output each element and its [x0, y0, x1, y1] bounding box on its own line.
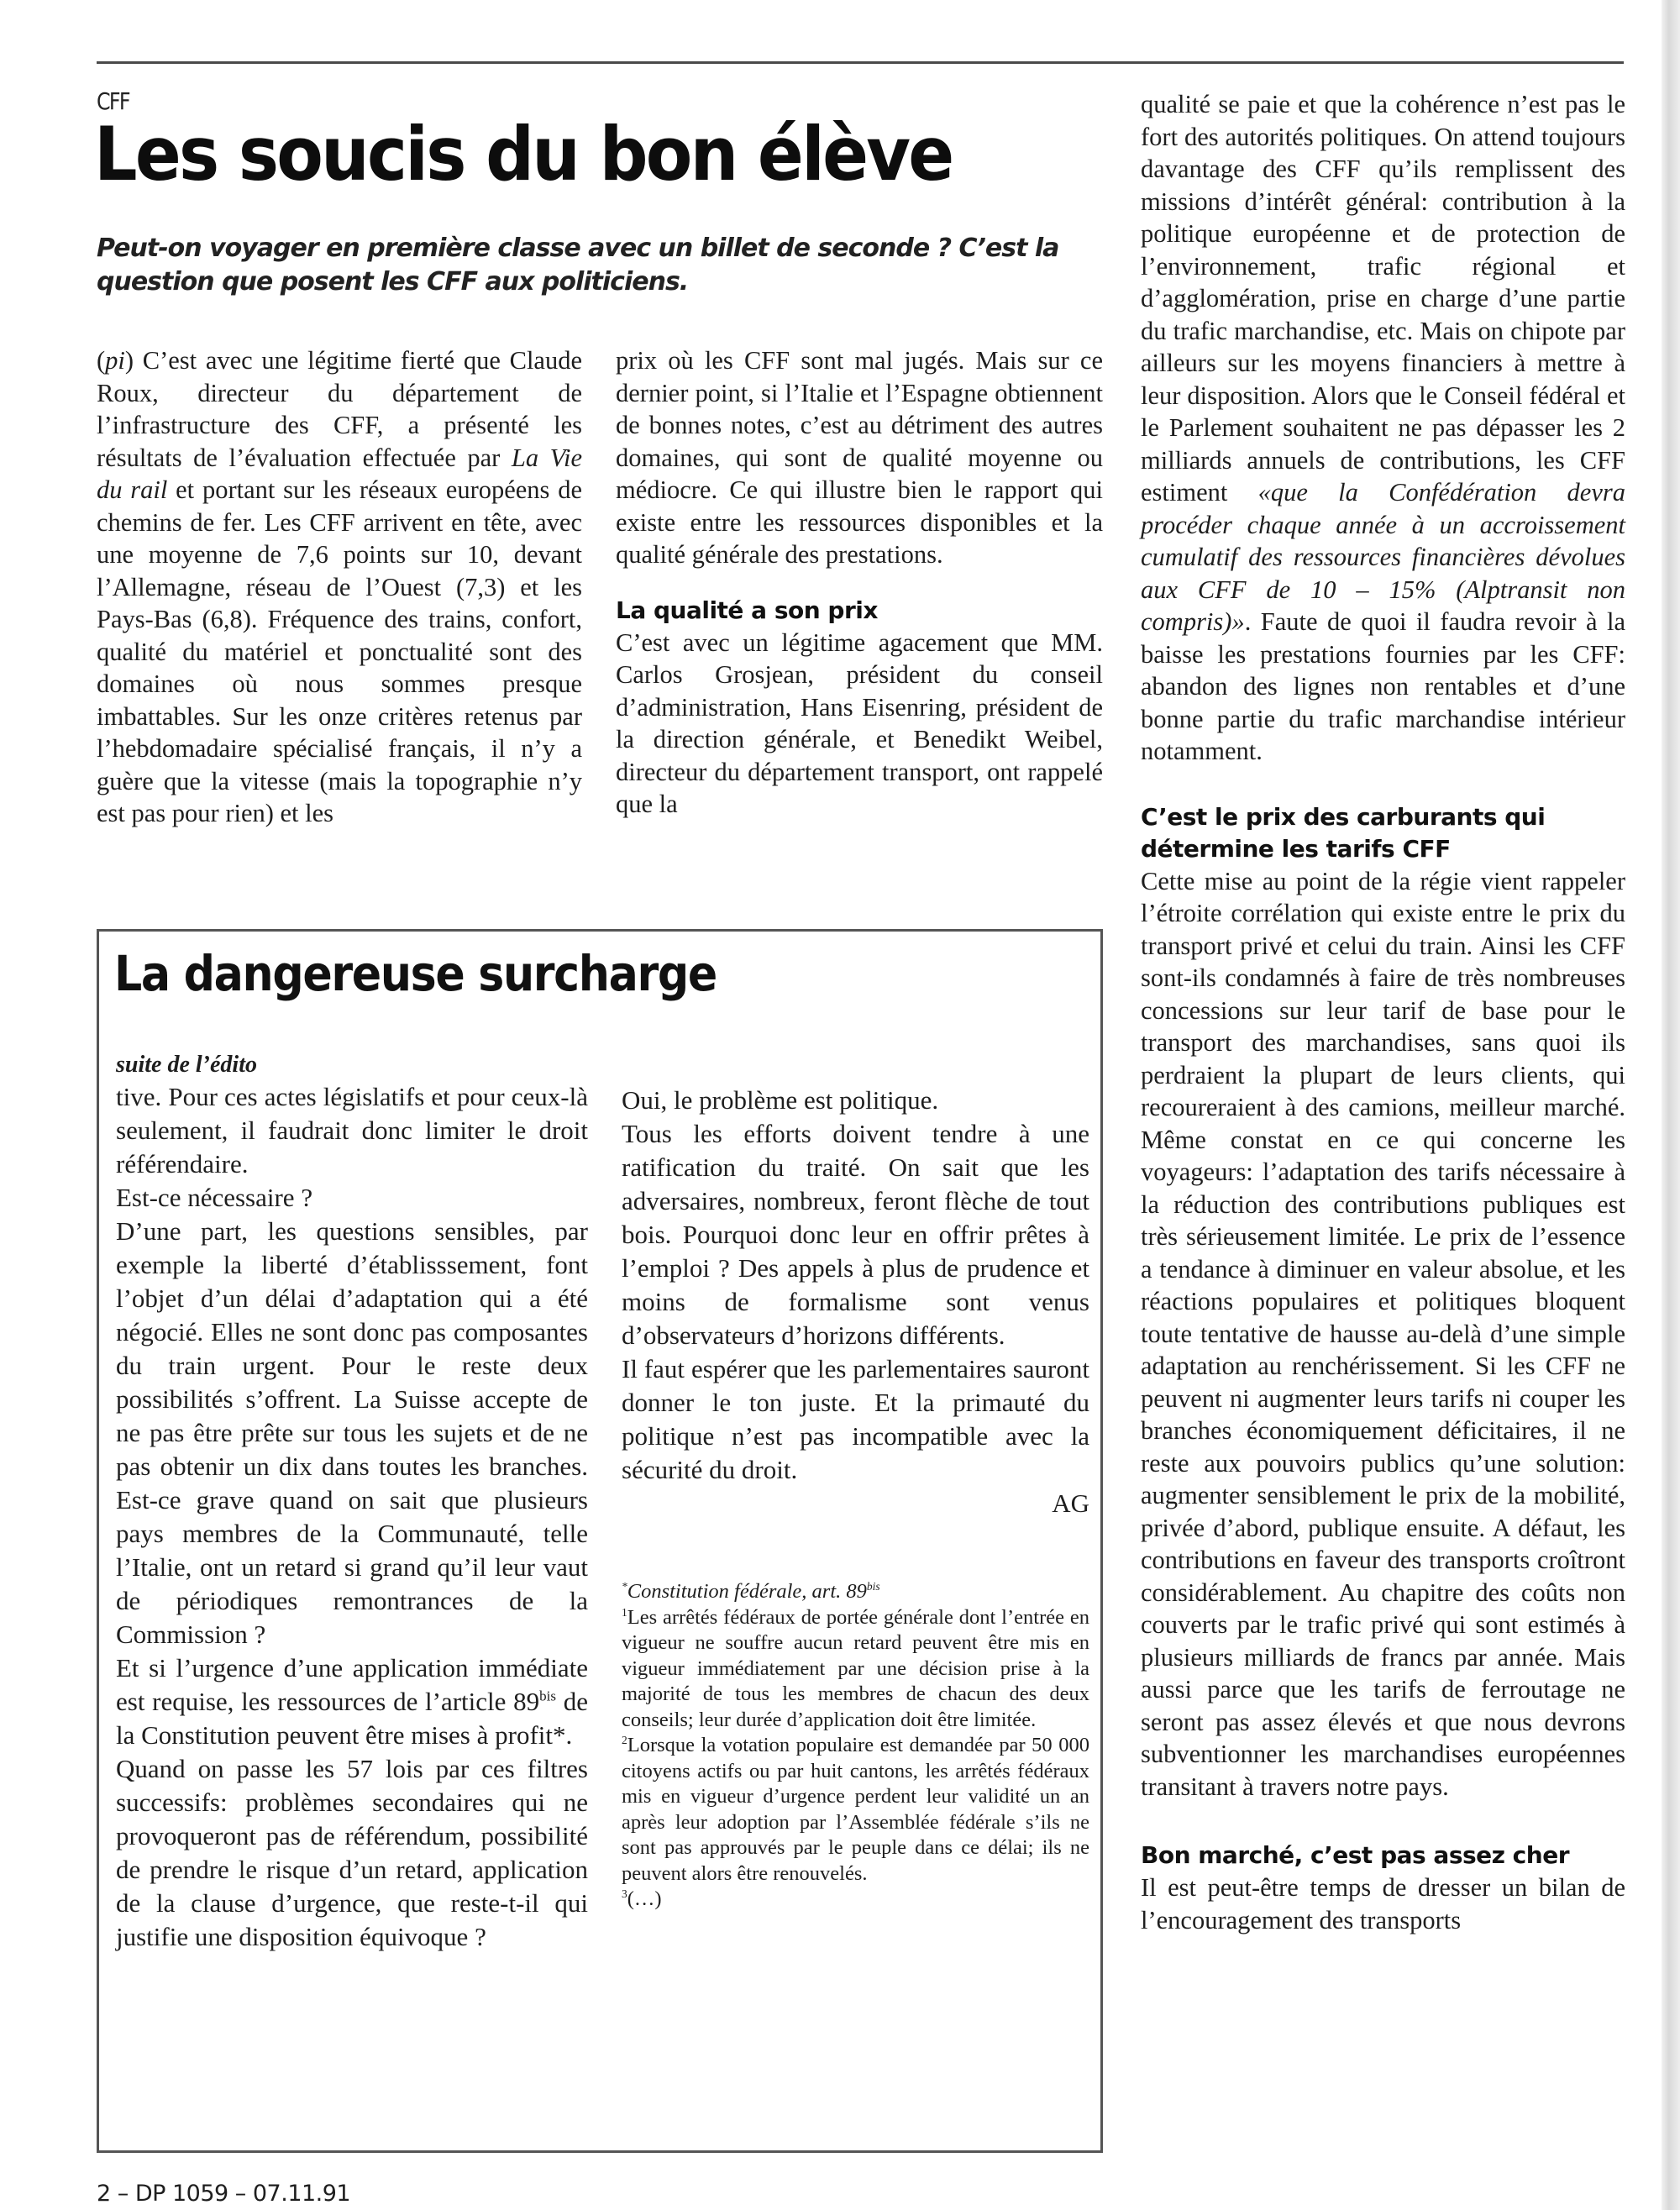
section-kicker: CFF: [97, 87, 129, 115]
superscript: bis: [866, 1579, 880, 1593]
text: . Faute de quoi il faudra revoir à la baisse les prestations fournies par les CFF: abandon des lignes non rentables et d’une bonne partie du trafic marchandise intérieur notamment.: [1141, 607, 1625, 765]
quotation: «que la Confédération devra procéder chaque année à un accroissement cumulatif des ressources financières dévolues aux CFF de 10 – 15% (Alptransit non compris)»: [1141, 478, 1625, 636]
editorial-paragraph: Tous les efforts doivent tendre à une ratification du traité. On sait que les adversaires, nombreux, feront flèche de tout bois. Pourquoi donc leur en offrir prêtes à l’emploi ? Des appels à plus de prudence et moins de formalisme sont venus d’observateurs d’horizons différents.: [622, 1119, 1089, 1350]
paren-open: (: [97, 346, 106, 375]
footnotes: [622, 1579, 1089, 1913]
text: et portant sur les réseaux européens de chemins de fer. Les CFF arrivent en tête, avec une moyenne de 7,6 points sur 10, devant l’Allemagne, réseau de l’Ouest (7,3) et les Pays-Bas (6,8). Fréquence des trains, confort, qualité du matériel et ponctualité sont des domaines où nous sommes presque imbattables. Sur les onze critères retenus par l’hebdomadaire spécialisé français, il n’y a guère que la vitesse (mais la topographie n’y est pas pour rien) et les: [97, 475, 582, 827]
article-column-3: [1141, 88, 1625, 1936]
editorial-paragraph: [116, 1651, 588, 1752]
continued-label: suite de l’édito: [116, 1052, 257, 1078]
author-signature: AG: [1052, 1488, 1089, 1518]
editorial-column-2: [622, 1084, 1089, 1913]
article-column-1: [97, 344, 582, 830]
article-paragraph: [1141, 88, 1625, 768]
article-paragraph: prix où les CFF sont mal jugés. Mais sur ce dernier point, si l’Italie et l’Espagne obtiennent de bonnes notes, c’est au détriment des autres domaines, qui sont de qualité moyenne ou médiocre. Ce qui illustre bien le rapport qui existe entre les ressources disponibles et la qualité générale des prestations.: [616, 346, 1103, 569]
footnote-text: Les arrêtés fédéraux de portée générale dont l’entrée en vigueur ne souffre aucun retard peuvent être mis en vigueur immédiatement par une décision prise à la majorité de tous les membres de chacun des deux conseils; leur durée d’application doit être limitée.: [622, 1605, 1089, 1731]
editorial-paragraph: Quand on passe les 57 lois par ces filtres successifs: problèmes secondaires qui ne provoqueront pas de référendum, possibilité de prendre le risque d’un retard, application de la clause d’urgence, que reste-t-il qui justifie une disposition équivoque ?: [116, 1754, 588, 1951]
article-paragraph: Cette mise au point de la régie vient rappeler l’étroite corrélation qui existe entre le prix du transport privé et celui du train. Ainsi les CFF sont-ils condamnés à faire de très nombreuses concessions sur leur tarif de base pour le transport des marchandises, sans quoi ils perdraient la plupart de leurs clients, qui recoureraient à des camions, meilleur marché. Même constat en ce qui concerne les voyageurs: l’adaptation des tarifs nécessaire à la réduction des contributions publiques est très sérieusement limitée. Le prix de l’essence a tendance à diminuer en valeur absolue, et les réactions populaires et politiques bloquent toute tentative de hausse au-delà d’une simple adaptation au renchérissement. Si les CFF ne peuvent ni augmenter leurs tarifs ni couper les branches économiquement déficitaires, il ne reste aux pouvoirs publics qu’une solution: augmenter sensiblement le prix de la mobilité, privée d’abord, publique ensuite. A défaut, les contributions en faveur des transports croîtront considérablement. Au chapitre des coûts non couverts par le trafic privé qui sont estimés à plusieurs milliards de francs par année. Mais aussi parce que les tarifs de ferroutage ne seront pas assez élevés et que nous devrons subventionner les marchandises européennes transitant à travers notre pays.: [1141, 866, 1625, 1801]
byline-initials: pi: [105, 346, 125, 375]
footnote-number: 1: [622, 1605, 627, 1619]
editorial-title: La dangereuse surcharge: [114, 945, 717, 1002]
subheading: C’est le prix des carburants qui détermine les tarifs CFF: [1141, 802, 1546, 863]
footnote-number: 3: [622, 1887, 627, 1900]
page-folio: 2 – DP 1059 – 07.11.91: [97, 2181, 351, 2207]
standfirst: Peut-on voyager en première classe avec un billet de seconde ? C’est la question que posent les CFF aux politiciens.: [97, 234, 1059, 297]
text: Constitution fédérale, art. 89: [627, 1580, 867, 1603]
footnote-text: (…): [627, 1887, 662, 1910]
article-paragraph: C’est avec un légitime agacement que MM. Carlos Grosjean, président du conseil d’administration, Hans Eisenring, président de la direction générale, et Benedikt Weibel, directeur du département transport, ont rappelé que la: [616, 627, 1103, 818]
superscript: bis: [539, 1688, 557, 1704]
text: ) C’est avec une légitime fierté que Claude Roux, directeur du département de l’infrastructure des CFF, a présenté les résultats de l’évaluation effectuée par: [97, 346, 582, 472]
headline: Les soucis du bon élève: [94, 111, 953, 197]
footnote-item: [622, 1887, 1089, 1913]
editorial-paragraph: Il faut espérer que les parlementaires sauront donner le ton juste. Et la primauté du politique n’est pas incompatible avec la sécurité du droit.: [622, 1354, 1089, 1484]
editorial-paragraph: tive. Pour ces actes législatifs et pour ceux-là seulement, il faudrait donc limiter le droit référendaire.: [116, 1082, 588, 1178]
editorial-paragraph: D’une part, les questions sensibles, par exemple la liberté d’établisssement, font l’objet d’un délai d’adaptation qui a été négocié. Elles ne sont donc pas composantes du train urgent. Pour le reste deux possibilités s’offrent. La Suisse accepte de ne pas être prête sur tous les sujets et de ne pas obtenir un dix dans toutes les branches. Est-ce grave quand on sait que plusieurs pays membres de la Communauté, telle l’Italie, ont un retard si grand qu’il leur vaut de périodiques remontrances de la Commission ?: [116, 1216, 588, 1649]
text: Et si l’urgence d’une application immédiate est requise, les ressources de l’article 89: [116, 1653, 588, 1716]
text: de la Constitution peuvent être mises à profit*.: [116, 1687, 588, 1750]
footnote-title: [622, 1579, 1089, 1605]
subheading: La qualité a son prix: [616, 596, 878, 624]
top-rule: [97, 61, 1624, 64]
editorial-paragraph: Est-ce nécessaire ?: [116, 1183, 313, 1212]
editorial-paragraph: Oui, le problème est politique.: [622, 1085, 939, 1115]
footnote-text: Lorsque la votation populaire est demandée par 50 000 citoyens actifs ou par huit cantons, les arrêtés fédéraux mis en vigueur d’urgence perdent leur validité un an après leur adoption par l’Assemblée fédérale s’ils ne sont pas approuvés par le peuple dans ce délai; ils ne peuvent alors être renouvelés.: [622, 1734, 1089, 1885]
subheading: Bon marché, c’est pas assez cher: [1141, 1841, 1570, 1869]
footnote-item: [622, 1733, 1089, 1887]
footnote-number: 2: [622, 1733, 627, 1746]
article-paragraph: [97, 344, 582, 830]
text: qualité se paie et que la cohérence n’est pas le fort des autorités politiques. On attend toujours davantage des CFF qu’ils remplissent des missions d’intérêt général: contribution à la politique européenne et de protection de l’environnement, trafic régional et d’agglomération, prise en charge d’une partie du trafic marchandise, etc. Mais on chipote par ailleurs sur les moyens financiers à mettre à leur disposition. Alors que le Conseil fédéral et le Parlement souhaitent ne pas dépasser les 2 milliards annuels de contributions, les CFF estiment: [1141, 90, 1625, 507]
article-column-2: [616, 344, 1103, 821]
footnote-item: [622, 1605, 1089, 1734]
publication-name: La Vie du rail: [97, 443, 582, 504]
footnote-marker: *: [622, 1579, 627, 1593]
scan-edge: [1662, 0, 1680, 2210]
article-paragraph: Il est peut-être temps de dresser un bilan de l’encouragement des transports: [1141, 1873, 1625, 1934]
editorial-column-1: [116, 1050, 588, 1954]
